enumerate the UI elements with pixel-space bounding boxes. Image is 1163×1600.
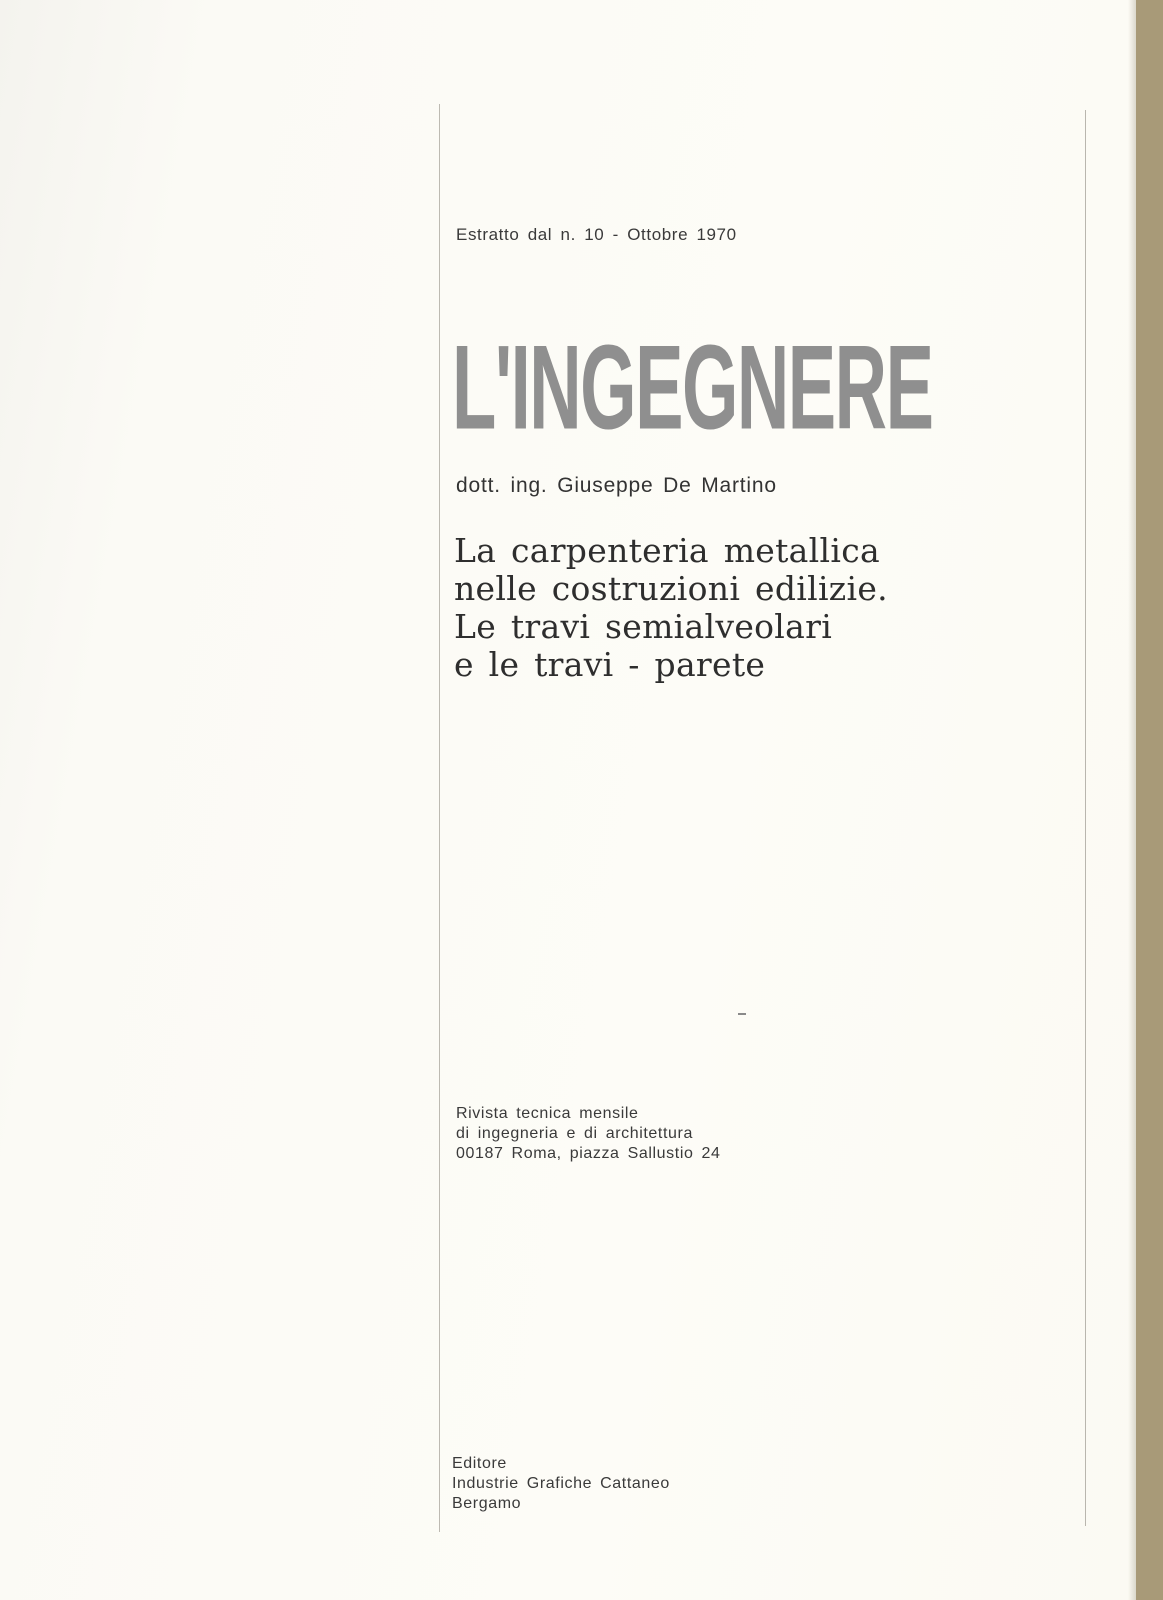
extract-note: Estratto dal n. 10 - Ottobre 1970	[456, 225, 737, 244]
title-line: e le travi - parete	[454, 645, 766, 684]
journal-line: 00187 Roma, piazza Sallustio 24	[456, 1145, 721, 1162]
journal-line: di ingegneria e di architettura	[456, 1125, 693, 1142]
masthead-title: L'INGEGNERE	[452, 319, 933, 454]
publisher-line: Bergamo	[452, 1495, 522, 1512]
publisher-line: Editore	[452, 1455, 507, 1472]
masthead	[452, 319, 1072, 454]
journal-info	[456, 1104, 721, 1164]
left-vertical-rule	[439, 104, 440, 1532]
title-line: La carpenteria metallica	[454, 531, 880, 570]
title-line: nelle costruzioni edilizie.	[454, 569, 888, 608]
journal-line: Rivista tecnica mensile	[456, 1105, 639, 1122]
page-edge-shadow	[1128, 0, 1136, 1600]
right-vertical-rule	[1085, 110, 1086, 1526]
publisher-line: Industrie Grafiche Cattaneo	[452, 1475, 670, 1492]
article-title	[454, 532, 888, 684]
article-author: dott. ing. Giuseppe De Martino	[456, 474, 777, 497]
title-line: Le travi semialveolari	[454, 607, 833, 646]
print-speck	[738, 1013, 746, 1015]
publisher-info	[452, 1454, 670, 1514]
